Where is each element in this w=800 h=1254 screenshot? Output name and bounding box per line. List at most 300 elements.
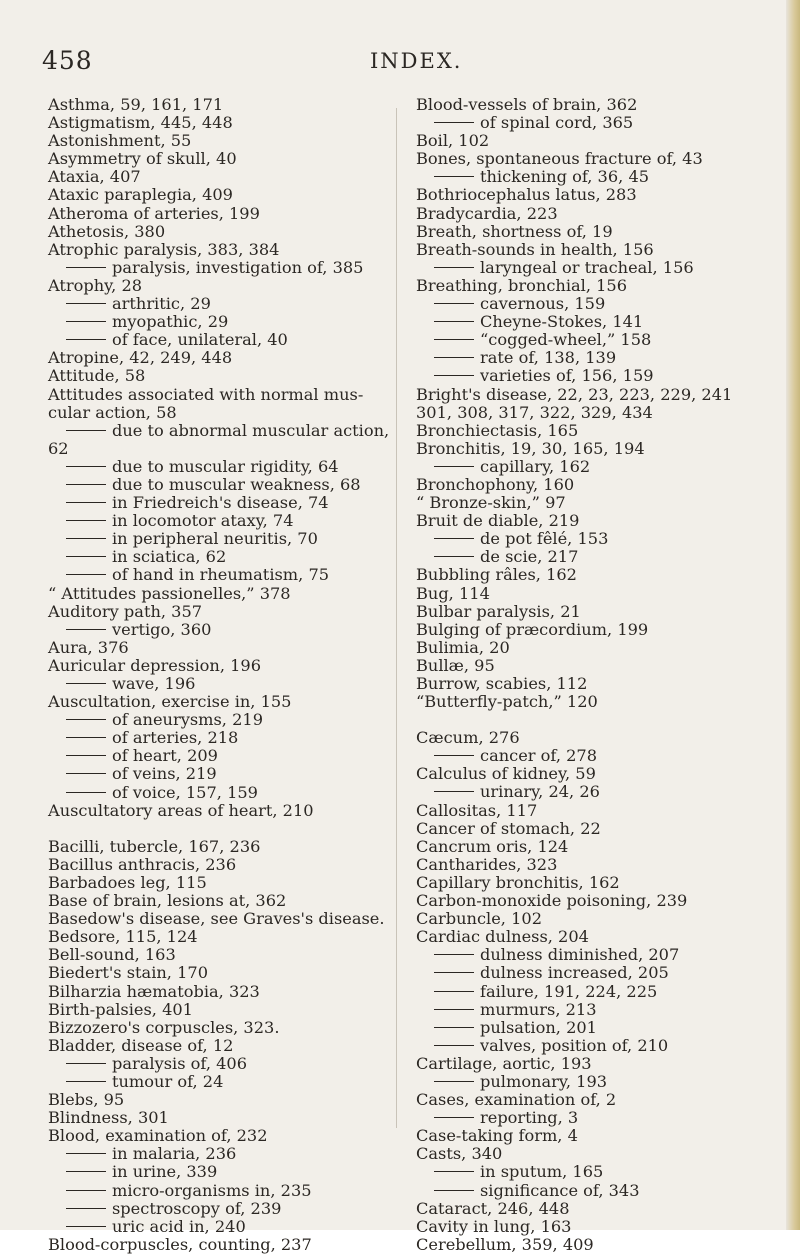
entry-text: Bullæ, 95	[416, 655, 495, 675]
ditto-dash	[434, 1190, 474, 1191]
entry-text: cavernous, 159	[480, 294, 606, 314]
entry-text: Bulging of præcordium, 199	[416, 619, 649, 639]
index-subentry	[416, 1037, 780, 1055]
index-entry	[416, 494, 780, 512]
index-subentry	[48, 729, 408, 747]
index-subentry	[48, 458, 408, 476]
entry-text: Asthma, 59, 161, 171	[48, 95, 224, 114]
entry-text: “Butterfly-patch,” 120	[416, 692, 598, 712]
entry-text: Bilharzia hæmatobia, 323	[48, 981, 260, 1001]
ditto-dash	[434, 791, 474, 792]
ditto-dash	[66, 1153, 106, 1154]
index-entry	[48, 983, 408, 1001]
entry-text: de scie, 217	[480, 547, 579, 567]
entry-text: due to muscular weakness, 68	[112, 474, 361, 494]
index-entry	[416, 928, 780, 946]
entry-text: wave, 196	[112, 674, 196, 693]
ditto-dash	[66, 773, 106, 774]
index-subentry	[416, 783, 780, 801]
index-entry-continuation	[48, 404, 408, 422]
entry-text: Bladder, disease of, 12	[48, 1035, 234, 1055]
index-entry	[48, 856, 408, 874]
index-entry	[416, 621, 780, 639]
index-subentry	[416, 331, 780, 349]
ditto-dash	[434, 954, 474, 955]
entry-text: Cases, examination of, 2	[416, 1090, 617, 1110]
index-entry	[48, 349, 408, 367]
entry-text: Bronchiectasis, 165	[416, 420, 579, 440]
entry-text: Atropine, 42, 249, 448	[48, 348, 233, 368]
index-subentry	[48, 1073, 408, 1091]
entry-text: Atheroma of arteries, 199	[48, 203, 260, 223]
ditto-dash	[434, 303, 474, 304]
entry-text: Blood-corpuscles, counting, 237	[48, 1234, 312, 1254]
entry-text: Auscultation, exercise in, 155	[48, 692, 292, 712]
ditto-dash	[434, 466, 474, 467]
ditto-dash	[66, 1226, 106, 1227]
index-entry	[48, 223, 408, 241]
entry-text: Bedsore, 115, 124	[48, 927, 198, 947]
page-number: 458	[42, 46, 93, 75]
index-subentry	[48, 784, 408, 802]
index-column-left	[48, 96, 408, 1254]
entry-text: Aura, 376	[48, 637, 129, 657]
index-subentry	[48, 259, 408, 277]
index-subentry	[48, 295, 408, 313]
index-entry	[48, 603, 408, 621]
index-entry	[416, 223, 780, 241]
entry-text: of heart, 209	[112, 746, 218, 766]
index-entry	[416, 765, 780, 783]
entry-text: Attitudes associated with normal mus-	[48, 384, 364, 404]
entry-text: Capillary bronchitis, 162	[416, 872, 620, 892]
index-entry	[48, 241, 408, 259]
entry-text: Blindness, 301	[48, 1108, 169, 1128]
entry-text: Carbuncle, 102	[416, 909, 542, 929]
index-entry	[48, 802, 408, 820]
entry-text: in Friedreich's disease, 74	[112, 493, 329, 513]
index-entry	[416, 675, 780, 693]
entry-text: Blood, examination of, 232	[48, 1126, 268, 1146]
entry-text: Birth-palsies, 401	[48, 999, 193, 1019]
index-subentry	[48, 747, 408, 765]
index-entry	[48, 1127, 408, 1145]
ditto-dash	[66, 792, 106, 793]
index-entry-continuation	[48, 440, 408, 458]
index-subentry	[416, 1109, 780, 1127]
index-subentry	[48, 1200, 408, 1218]
index-subentry	[416, 1073, 780, 1091]
ditto-dash	[66, 1081, 106, 1082]
entry-text: dulness diminished, 207	[480, 945, 680, 965]
ditto-dash	[66, 556, 106, 557]
entry-text: Breath, shortness of, 19	[416, 221, 613, 241]
index-entry	[416, 96, 780, 114]
entry-text: Bubbling râles, 162	[416, 565, 577, 585]
entry-text: failure, 191, 224, 225	[480, 981, 658, 1001]
index-entry	[48, 946, 408, 964]
index-entry	[416, 585, 780, 603]
entry-text: Astigmatism, 445, 448	[48, 113, 233, 133]
index-subentry	[48, 422, 408, 440]
entry-text: Cheyne-Stokes, 141	[480, 312, 644, 332]
entry-text: “ Attitudes passionelles,” 378	[48, 583, 291, 603]
index-entry	[48, 386, 408, 404]
index-subentry	[48, 548, 408, 566]
index-entry	[48, 205, 408, 223]
index-subentry	[48, 566, 408, 584]
entry-text: Cancer of stomach, 22	[416, 818, 601, 838]
index-subentry	[416, 367, 780, 385]
index-entry	[48, 964, 408, 982]
entry-text: laryngeal or tracheal, 156	[480, 257, 694, 277]
entry-text: cancer of, 278	[480, 746, 598, 766]
ditto-dash	[66, 719, 106, 720]
index-entry	[416, 186, 780, 204]
index-subentry	[48, 1163, 408, 1181]
entry-text: Bacilli, tubercle, 167, 236	[48, 836, 261, 856]
entry-text: Breath-sounds in health, 156	[416, 239, 654, 259]
entry-text: of arteries, 218	[112, 728, 239, 748]
entry-text: of face, unilateral, 40	[112, 330, 288, 350]
index-entry	[48, 585, 408, 603]
ditto-dash	[434, 375, 474, 376]
ditto-dash	[434, 357, 474, 358]
entry-text: Carbon-monoxide poisoning, 239	[416, 891, 688, 911]
index-entry	[416, 1091, 780, 1109]
entry-text: varieties of, 156, 159	[480, 366, 654, 386]
index-entry	[48, 693, 408, 711]
index-entry	[416, 820, 780, 838]
index-entry	[416, 241, 780, 259]
entry-text: Bacillus anthracis, 236	[48, 854, 237, 874]
index-subentry	[48, 530, 408, 548]
ditto-dash	[66, 629, 106, 630]
entry-text: Cancrum oris, 124	[416, 836, 569, 856]
entry-text: Atrophy, 28	[48, 275, 143, 295]
entry-text: Bradycardia, 223	[416, 203, 558, 223]
index-entry	[48, 1236, 408, 1254]
entry-text: Barbadoes leg, 115	[48, 872, 207, 892]
index-entry	[48, 657, 408, 675]
index-entry	[416, 277, 780, 295]
index-subentry	[416, 114, 780, 132]
ditto-dash	[434, 538, 474, 539]
entry-text: Bruit de diable, 219	[416, 511, 580, 531]
entry-text: Basedow's disease, see Graves's disease.	[48, 909, 385, 929]
section-gap	[416, 711, 780, 729]
entry-text: Burrow, scabies, 112	[416, 674, 588, 693]
index-subentry	[48, 711, 408, 729]
page-header	[0, 46, 800, 86]
index-subentry	[48, 765, 408, 783]
index-subentry	[48, 476, 408, 494]
ditto-dash	[434, 1045, 474, 1046]
ditto-dash	[434, 176, 474, 177]
ditto-dash	[66, 502, 106, 503]
index-entry	[416, 476, 780, 494]
index-entry	[416, 1055, 780, 1073]
index-entry	[416, 874, 780, 892]
index-subentry	[48, 621, 408, 639]
entry-text: of voice, 157, 159	[112, 782, 258, 802]
entry-text: due to abnormal muscular action,	[112, 420, 390, 440]
ditto-dash	[434, 556, 474, 557]
index-entry	[416, 693, 780, 711]
index-entry	[416, 1127, 780, 1145]
index-subentry	[48, 512, 408, 530]
ditto-dash	[66, 484, 106, 485]
entry-text: Bothriocephalus latus, 283	[416, 185, 637, 205]
entry-text: in sciatica, 62	[112, 547, 227, 567]
entry-text: thickening of, 36, 45	[480, 167, 650, 187]
index-entry	[416, 657, 780, 675]
entry-text: Cerebellum, 359, 409	[416, 1234, 594, 1254]
ditto-dash	[66, 339, 106, 340]
entry-text: Asymmetry of skull, 40	[48, 149, 237, 169]
entry-text: Bulbar paralysis, 21	[416, 601, 581, 621]
ditto-dash	[66, 1208, 106, 1209]
entry-text: in peripheral neuritis, 70	[112, 529, 318, 549]
section-gap	[48, 820, 408, 838]
entry-text: Bronchitis, 19, 30, 165, 194	[416, 438, 645, 458]
entry-text: spectroscopy of, 239	[112, 1198, 282, 1218]
entry-text: Bug, 114	[416, 583, 490, 603]
index-subentry	[416, 1163, 780, 1181]
page-edge	[786, 0, 800, 1230]
entry-text: of spinal cord, 365	[480, 113, 634, 133]
index-subentry	[48, 494, 408, 512]
index-entry	[48, 367, 408, 385]
entry-text: Auditory path, 357	[48, 601, 203, 621]
entry-text: Bizzozero's corpuscles, 323.	[48, 1017, 280, 1037]
index-subentry	[416, 530, 780, 548]
entry-text: Attitude, 58	[48, 366, 146, 386]
ditto-dash	[66, 321, 106, 322]
ditto-dash	[434, 339, 474, 340]
index-subentry	[416, 747, 780, 765]
ditto-dash	[434, 1117, 474, 1118]
index-entry	[48, 114, 408, 132]
entry-text: Bones, spontaneous fracture of, 43	[416, 149, 703, 169]
entry-text: Auscultatory areas of heart, 210	[48, 800, 314, 820]
entry-text: paralysis, investigation of, 385	[112, 257, 364, 277]
entry-text: Cæcum, 276	[416, 728, 520, 748]
index-subentry	[416, 458, 780, 476]
entry-text: Blebs, 95	[48, 1090, 125, 1110]
ditto-dash	[434, 1081, 474, 1082]
ditto-dash	[434, 321, 474, 322]
entry-text: significance of, 343	[480, 1180, 640, 1200]
index-subentry	[416, 964, 780, 982]
index-entry	[416, 132, 780, 150]
index-entry	[416, 512, 780, 530]
entry-text: Biedert's stain, 170	[48, 963, 208, 983]
entry-text: Callositas, 117	[416, 800, 538, 820]
index-entry	[416, 566, 780, 584]
entry-text: due to muscular rigidity, 64	[112, 456, 339, 476]
entry-text: dulness increased, 205	[480, 963, 669, 983]
entry-text: urinary, 24, 26	[480, 782, 600, 802]
entry-text: uric acid in, 240	[112, 1216, 246, 1236]
ditto-dash	[434, 267, 474, 268]
entry-text: Cardiac dulness, 204	[416, 927, 589, 947]
index-entry	[48, 838, 408, 856]
index-entry	[416, 1200, 780, 1218]
running-title: INDEX.	[370, 49, 463, 73]
column-divider	[396, 108, 397, 1128]
entry-text: Cavity in lung, 163	[416, 1216, 572, 1236]
ditto-dash	[66, 303, 106, 304]
entry-text: Cartilage, aortic, 193	[416, 1053, 592, 1073]
entry-text: reporting, 3	[480, 1108, 579, 1128]
index-entry	[48, 168, 408, 186]
entry-text: Ataxic paraplegia, 409	[48, 185, 233, 205]
index-entry	[48, 910, 408, 928]
entry-text: Case-taking form, 4	[416, 1126, 578, 1146]
index-subentry	[48, 1218, 408, 1236]
index-column-right	[416, 96, 780, 1254]
index-entry	[48, 1001, 408, 1019]
index-entry	[416, 910, 780, 928]
index-entry	[416, 1236, 780, 1254]
entry-text: Athetosis, 380	[48, 221, 166, 241]
index-entry	[48, 1091, 408, 1109]
ditto-dash	[434, 755, 474, 756]
ditto-dash	[66, 466, 106, 467]
ditto-dash	[434, 1009, 474, 1010]
index-subentry	[48, 331, 408, 349]
index-entry	[48, 892, 408, 910]
ditto-dash	[434, 122, 474, 123]
index-entry	[48, 1019, 408, 1037]
entry-text: valves, position of, 210	[480, 1035, 669, 1055]
index-subentry	[48, 675, 408, 693]
entry-text: Bulimia, 20	[416, 637, 510, 657]
index-subentry	[416, 1001, 780, 1019]
index-entry	[416, 440, 780, 458]
index-entry	[416, 1145, 780, 1163]
entry-text: cular action, 58	[48, 402, 177, 422]
entry-text: Cataract, 246, 448	[416, 1198, 570, 1218]
index-subentry	[416, 983, 780, 1001]
index-entry	[416, 838, 780, 856]
entry-text: in locomotor ataxy, 74	[112, 511, 294, 531]
entry-text: Casts, 340	[416, 1144, 503, 1164]
entry-text: Breathing, bronchial, 156	[416, 275, 628, 295]
entry-text: murmurs, 213	[480, 999, 597, 1019]
entry-text: myopathic, 29	[112, 312, 229, 332]
index-subentry	[48, 1145, 408, 1163]
entry-text: of aneurysms, 219	[112, 710, 263, 730]
index-entry	[48, 186, 408, 204]
ditto-dash	[66, 430, 106, 431]
index-subentry	[48, 1055, 408, 1073]
index-entry	[48, 639, 408, 657]
entry-text: of veins, 219	[112, 764, 217, 784]
index-entry	[48, 277, 408, 295]
entry-text: paralysis of, 406	[112, 1053, 248, 1073]
entry-text: de pot fêlé, 153	[480, 529, 609, 549]
ditto-dash	[66, 1063, 106, 1064]
entry-text: Bronchophony, 160	[416, 474, 575, 494]
ditto-dash	[66, 755, 106, 756]
entry-text: Ataxia, 407	[48, 167, 141, 187]
ditto-dash	[66, 538, 106, 539]
entry-text: Blood-vessels of brain, 362	[416, 95, 638, 114]
index-entry	[416, 892, 780, 910]
index-subentry	[416, 295, 780, 313]
ditto-dash	[66, 737, 106, 738]
ditto-dash	[66, 520, 106, 521]
index-entry	[416, 150, 780, 168]
entry-text: Calculus of kidney, 59	[416, 764, 596, 784]
index-subentry	[416, 946, 780, 964]
index-entry	[48, 150, 408, 168]
index-subentry	[416, 349, 780, 367]
ditto-dash	[434, 1171, 474, 1172]
entry-text: Cantharides, 323	[416, 854, 558, 874]
index-entry	[48, 1109, 408, 1127]
entry-text: Base of brain, lesions at, 362	[48, 891, 287, 911]
entry-text: Bright's disease, 22, 23, 223, 229, 241	[416, 384, 733, 404]
index-subentry	[48, 313, 408, 331]
ditto-dash	[66, 574, 106, 575]
entry-text: Auricular depression, 196	[48, 655, 262, 675]
index-subentry	[416, 259, 780, 277]
index-entry	[416, 422, 780, 440]
entry-text: Atrophic paralysis, 383, 384	[48, 239, 280, 259]
entry-text: 62	[48, 438, 69, 458]
entry-text: vertigo, 360	[112, 619, 212, 639]
index-entry	[416, 802, 780, 820]
index-entry	[48, 1037, 408, 1055]
index-subentry	[416, 168, 780, 186]
entry-text: arthritic, 29	[112, 294, 211, 314]
entry-text: in sputum, 165	[480, 1162, 604, 1182]
index-entry-continuation	[416, 404, 780, 422]
index-subentry	[416, 313, 780, 331]
index-subentry	[416, 1019, 780, 1037]
index-entry	[416, 729, 780, 747]
index-subentry	[48, 1182, 408, 1200]
index-subentry	[416, 1182, 780, 1200]
entry-text: of hand in rheumatism, 75	[112, 565, 330, 585]
index-entry	[416, 639, 780, 657]
index-entry	[416, 603, 780, 621]
entry-text: “cogged-wheel,” 158	[480, 330, 652, 350]
index-subentry	[416, 548, 780, 566]
entry-text: “ Bronze-skin,” 97	[416, 493, 566, 513]
index-entry	[416, 1218, 780, 1236]
index-entry	[416, 856, 780, 874]
entry-text: Boil, 102	[416, 131, 490, 151]
ditto-dash	[66, 1171, 106, 1172]
index-entry	[48, 928, 408, 946]
entry-text: pulmonary, 193	[480, 1071, 608, 1091]
ditto-dash	[66, 683, 106, 684]
entry-text: micro-organisms in, 235	[112, 1180, 312, 1200]
ditto-dash	[66, 1190, 106, 1191]
index-entry	[48, 874, 408, 892]
index-entry	[48, 96, 408, 114]
ditto-dash	[434, 972, 474, 973]
index-entry	[416, 386, 780, 404]
entry-text: Astonishment, 55	[48, 131, 192, 151]
index-entry	[416, 205, 780, 223]
entry-text: rate of, 138, 139	[480, 348, 617, 368]
entry-text: 301, 308, 317, 322, 329, 434	[416, 402, 653, 422]
